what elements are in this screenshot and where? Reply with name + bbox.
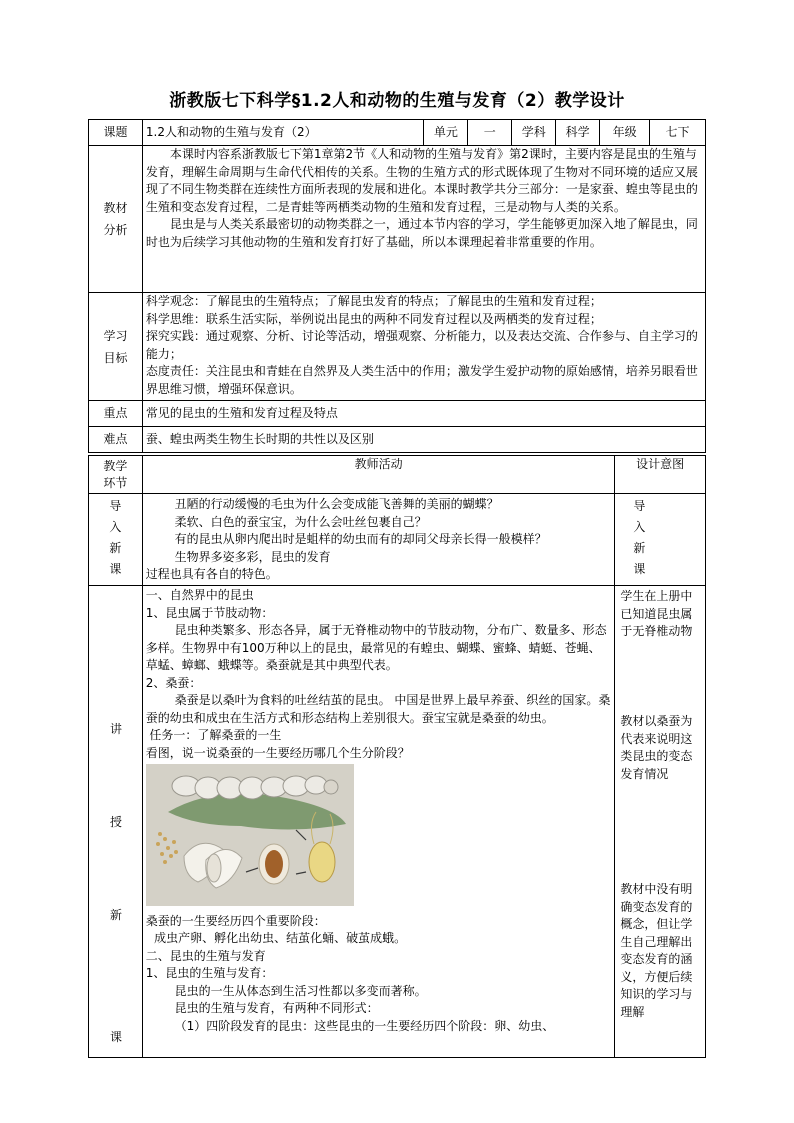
goals-content xyxy=(142,293,705,401)
paragraph: 昆虫的一生从体态到生活习性都以多变而著称。 xyxy=(174,983,427,998)
analysis-para-2: 昆虫是与人类关系最密切的动物类群之一，通过本节内容的学习，学生能够更加深入地了解昆虫，同时也为后续学习其他动物的生殖和发育打好了基础，所以本课理起着非常重要的作用。 xyxy=(145,217,698,249)
design-note: 学生在上册中已知道昆虫属于无脊椎动物 xyxy=(620,589,693,638)
teach-stage: 讲 授 新 课 xyxy=(89,586,143,1058)
paragraph: 昆虫的生殖与发育，有两种不同形式： xyxy=(174,1001,379,1015)
difficulty-value: 蚕、蝗虫两类生物生长时期的共性以及区别 xyxy=(142,427,705,453)
analysis-label: 教材 分析 xyxy=(89,146,143,293)
teach-design xyxy=(615,586,706,1058)
subject-label: 学科 xyxy=(512,120,556,146)
design-note: 教材以桑蚕为代表来说明这类昆虫的变态发育情况 xyxy=(620,714,693,781)
intro-line: 丑陋的行动缓慢的毛虫为什么会变成能飞善舞的美丽的蝴蝶？ xyxy=(174,497,499,511)
teach-content xyxy=(142,586,615,1058)
difficulty-label: 难点 xyxy=(89,427,143,453)
analysis-para-1: 本课时内容系浙教版七下第1章第2节《人和动物的生殖与发育》第2课时，主要内容是昆虫的生殖与发育，理解生命周期与生命代代相传的关系。生物的生殖方式的形式既体现了生物对不同环境的适应又展现了不同生物类群在连续性方面所表现的发展和进化。本课时教学共分三部分：一是家蚕、蝗虫等昆虫的生殖和变态发育过程，二是青蛙等两栖类动物的生殖和发育过程，三是动物与人类的关系。 xyxy=(145,147,698,214)
key-points-value: 常见的昆虫的生殖和发育过程及特点 xyxy=(142,401,705,427)
stage-header: 教学 环节 xyxy=(89,456,143,494)
intro-stage: 导 入 新 课 xyxy=(89,494,143,586)
intro-content xyxy=(142,494,615,586)
topic-label: 课题 xyxy=(89,120,143,146)
process-table xyxy=(88,455,706,1058)
paragraph: 桑蚕的一生要经历四个重要阶段： xyxy=(145,913,326,928)
paragraph: 成虫产卵、孵化出幼虫、结茧化蛹、破茧成蛾。 xyxy=(154,931,407,945)
subsection-heading: 1、昆虫的生殖与发育： xyxy=(145,966,274,980)
key-points-label: 重点 xyxy=(89,401,143,427)
goal-line: 探究实践：通过观察、分析、讨论等活动，增强观察、分析能力，以及表达交流、合作参与、自主学习的能力； xyxy=(145,329,698,361)
section-heading: 二、昆虫的生殖与发育 xyxy=(145,948,266,963)
page-title: 浙教版七下科学§1.2人和动物的生殖与发育（2）教学设计 xyxy=(169,91,625,111)
subject-value: 科学 xyxy=(556,120,600,146)
goal-line: 科学观念：了解昆虫的生殖特点；了解昆虫发育的特点；了解昆虫的生殖和发育过程； xyxy=(145,294,602,308)
goal-line: 态度责任：关注昆虫和青蛙在自然界及人类生活中的作用；激发学生爱护动物的原始感情，培养另眼看世界思维习惯，增强环保意识。 xyxy=(145,364,698,396)
intro-line: 生物界多姿多彩，昆虫的发育 xyxy=(174,549,331,564)
grade-value: 七下 xyxy=(650,120,706,146)
intro-line: 柔软、白色的蚕宝宝，为什么会吐丝包裹自己？ xyxy=(174,514,427,529)
analysis-content xyxy=(142,146,705,293)
subsection-heading: 2、桑蚕： xyxy=(145,675,202,690)
design-header: 设计意图 xyxy=(615,456,706,494)
pupa-icon xyxy=(259,844,289,884)
unit-label: 单元 xyxy=(424,120,468,146)
question: 看图，说一说桑蚕的一生要经历哪几个生分阶段？ xyxy=(145,745,410,760)
subsection-heading: 1、昆虫属于节肢动物： xyxy=(145,605,274,620)
paragraph: （1）四阶段发育的昆虫：这些昆虫的一生要经历四个阶段：卵、幼虫、 xyxy=(174,1018,555,1033)
teacher-header: 教师活动 xyxy=(142,456,615,494)
info-table xyxy=(88,119,706,453)
unit-value: 一 xyxy=(468,120,512,146)
goal-line: 科学思维：联系生活实际，举例说出昆虫的两种不同发育过程以及两栖类的发育过程； xyxy=(145,311,602,326)
intro-design: 导 入 新 课 xyxy=(615,494,706,586)
task-heading: 任务一：了解桑蚕的一生 xyxy=(149,728,282,742)
paragraph: 桑蚕是以桑叶为食料的吐丝结茧的昆虫。 中国是世界上最早养蚕、织丝的国家。桑蚕的幼虫和成虫在生活方式和形态结构上差别很大。蚕宝宝就是桑蚕的幼虫。 xyxy=(145,693,611,725)
section-heading: 一、自然界中的昆虫 xyxy=(145,588,254,602)
paragraph: 昆虫种类繁多、形态各异，属于无脊椎动物中的节肢动物，分布广、数量多、形态多样。生物界中有100万种以上的昆虫，最常见的有蝗虫、蝴蝶、蜜蜂、蜻蜓、苍蝇、草蜢、蟑螂、蛾蝶等。桑蚕就是其中典型代表。 xyxy=(145,623,607,672)
goals-label: 学习 目标 xyxy=(89,293,143,401)
design-note: 教材中没有明确变态发育的概念，但让学生自己理解出变态发育的涵义，方便后续知识的学习与理解 xyxy=(620,882,693,1019)
intro-line: 过程也具有各自的特色。 xyxy=(145,567,278,581)
grade-label: 年级 xyxy=(600,120,650,146)
intro-line: 有的昆虫从卵内爬出时是蛆样的幼虫而有的却同父母亲长得一般模样？ xyxy=(174,532,547,546)
silkworm-lifecycle-image xyxy=(146,764,354,906)
topic-value: 1.2人和动物的生殖与发育（2） xyxy=(142,120,423,146)
